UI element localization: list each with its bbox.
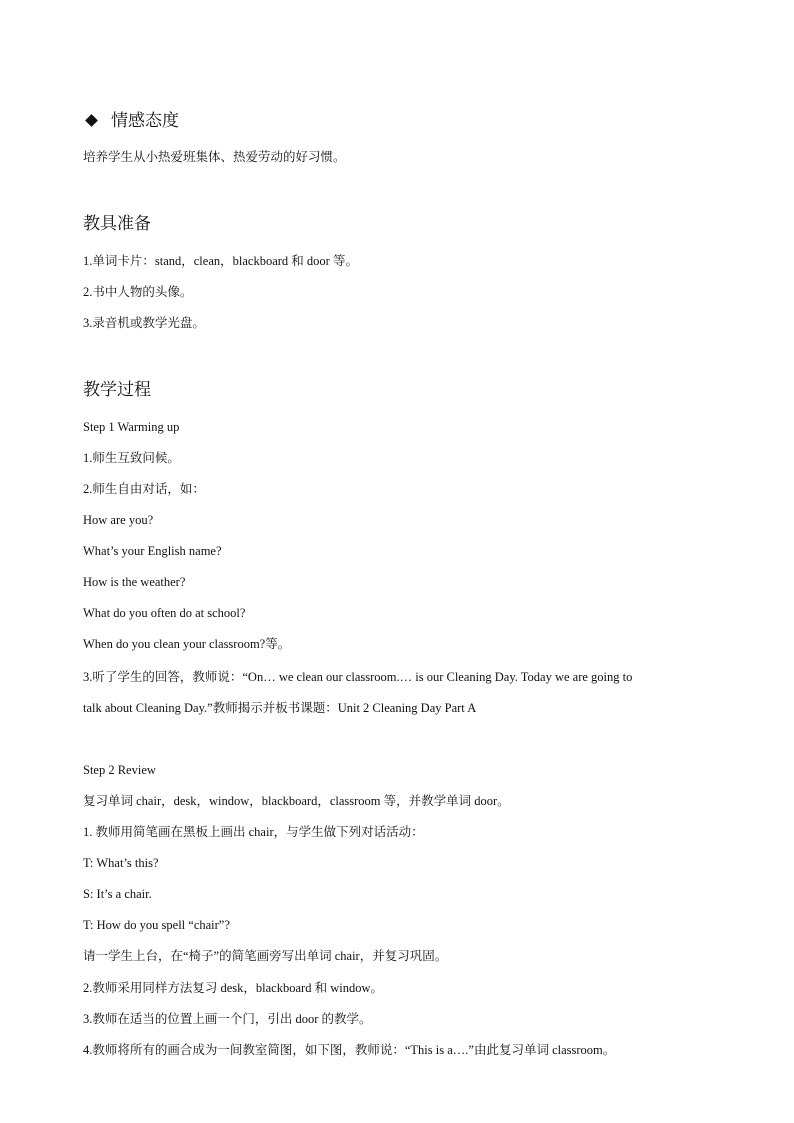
list-item: 1.单词卡片：stand，clean，blackboard 和 door 等。	[83, 254, 358, 268]
text-line: T: How do you spell “chair”?	[83, 918, 230, 932]
text-line: 1.师生互致问候。	[83, 451, 180, 465]
list-item: 3.录音机或教学光盘。	[83, 316, 205, 330]
text-line: 3.教师在适当的位置上画一个门，引出 door 的教学。	[83, 1012, 372, 1026]
text-line: What’s your English name?	[83, 544, 222, 558]
diamond-bullet-icon	[85, 114, 98, 127]
list-item: 2.书中人物的头像。	[83, 285, 193, 299]
text-line: 2.教师采用同样方法复习 desk，blackboard 和 window。	[83, 981, 383, 995]
paragraph: 培养学生从小热爱班集体、热爱劳动的好习惯。	[83, 150, 346, 164]
section-heading-materials: 教具准备	[83, 214, 151, 234]
text-line: 2.师生自由对话，如：	[83, 482, 205, 496]
text-line: What do you often do at school?	[83, 606, 246, 620]
step-title: Step 1 Warming up	[83, 420, 180, 434]
step-title: Step 2 Review	[83, 763, 156, 777]
text-line: How are you?	[83, 513, 154, 527]
section-heading-process: 教学过程	[83, 380, 151, 400]
section-heading-emotion	[83, 110, 179, 132]
text-line: T: What’s this?	[83, 856, 159, 870]
text-line: 请一学生上台，在“椅子”的简笔画旁写出单词 chair，并复习巩固。	[83, 949, 448, 963]
text-line: How is the weather?	[83, 575, 186, 589]
section-title: 情感态度	[111, 111, 179, 131]
text-line: 3.听了学生的回答，教师说：“On… we clean our classroom.… is our Cleaning Day. Today we are going to	[83, 670, 633, 684]
text-line: 复习单词 chair，desk，window，blackboard，classroom 等，并教学单词 door。	[83, 794, 510, 808]
text-line: 4.教师将所有的画合成为一间教室简图，如下图，教师说：“This is a….”由此复习单词 classroom。	[83, 1043, 616, 1057]
text-line: talk about Cleaning Day.”教师揭示并板书课题：Unit 2 Cleaning Day Part A	[83, 701, 477, 715]
text-line: S: It’s a chair.	[83, 887, 152, 901]
text-line: 1. 教师用简笔画在黑板上画出 chair，与学生做下列对话活动：	[83, 825, 424, 839]
text-line: When do you clean your classroom?等。	[83, 637, 291, 651]
